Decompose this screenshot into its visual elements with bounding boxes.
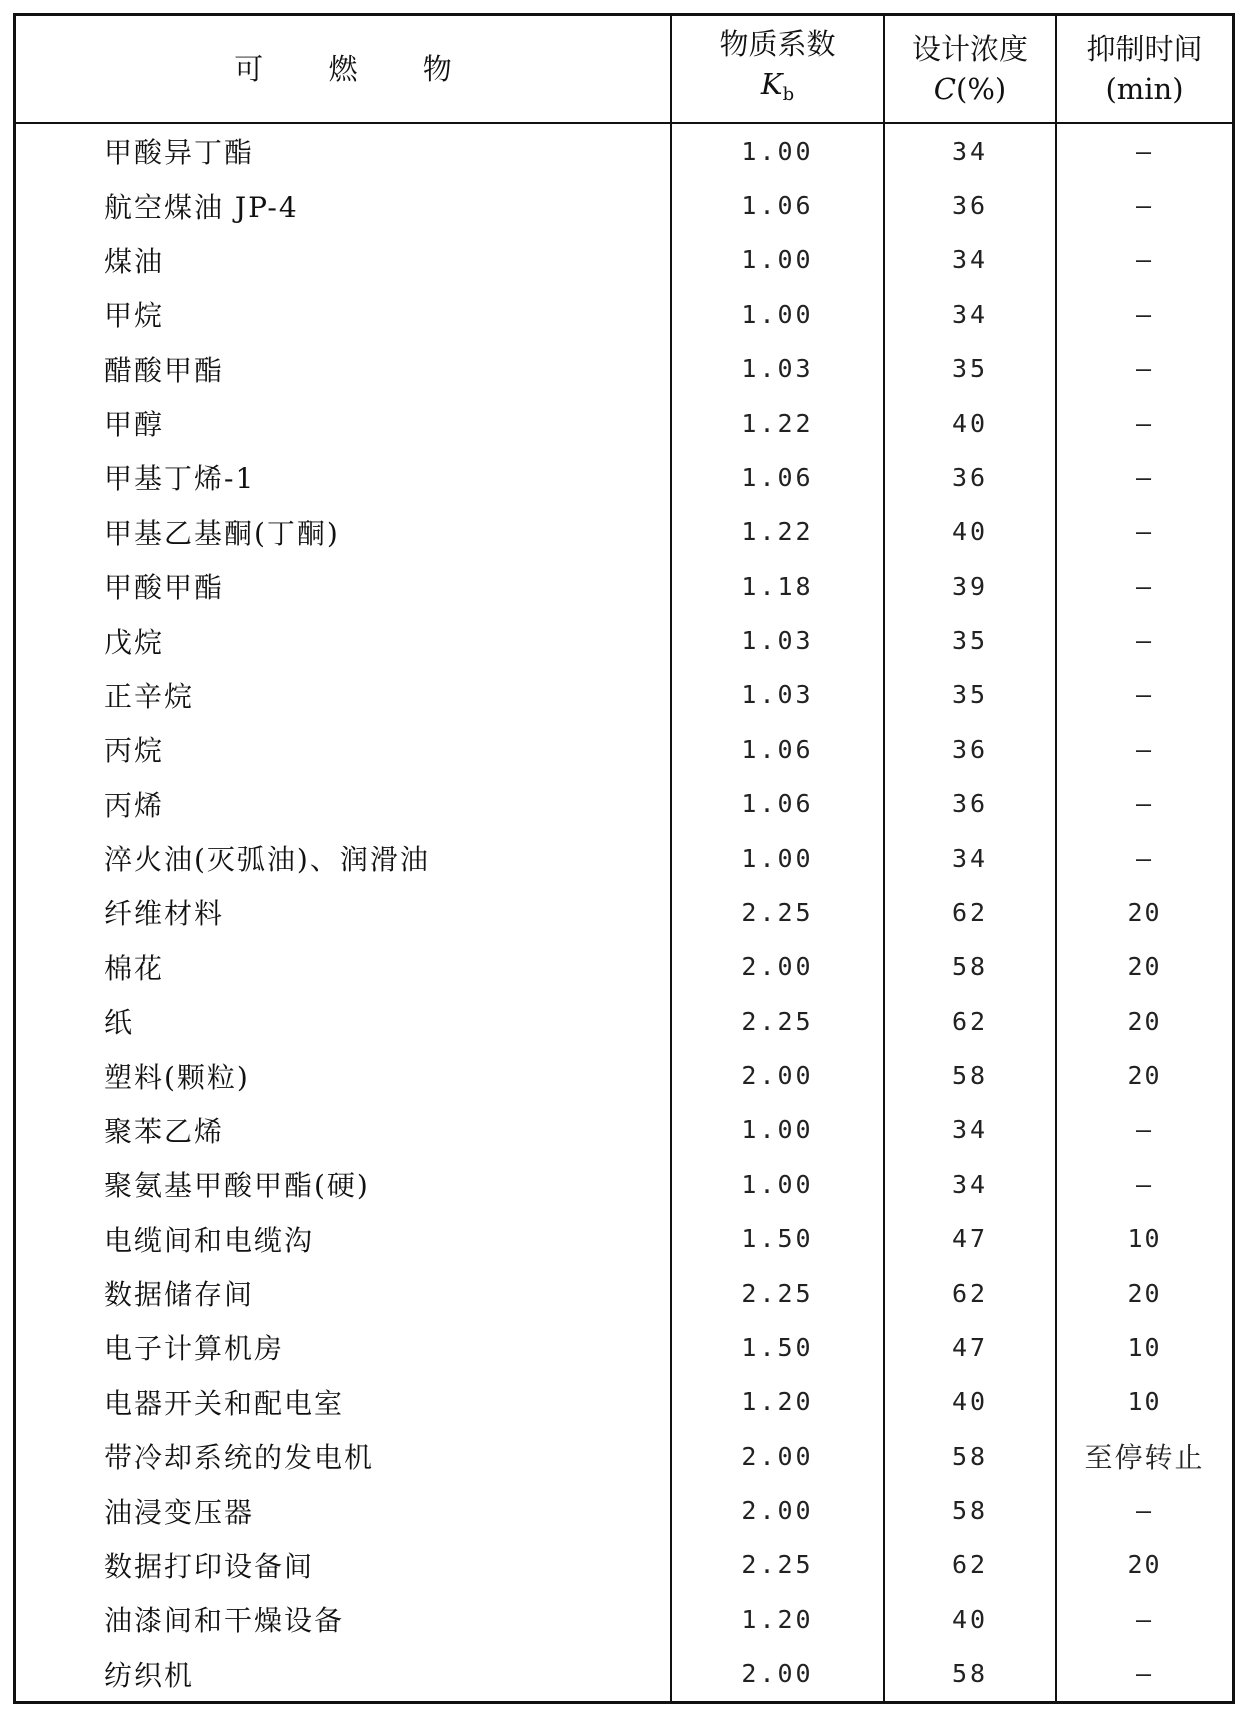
- suppression-time-cell: —: [1056, 1157, 1232, 1211]
- table-row: [16, 1212, 1232, 1266]
- suppression-time-cell: —: [1056, 777, 1232, 831]
- table-row: [16, 178, 1232, 232]
- combustible-name-cell: 丙烯: [104, 788, 165, 822]
- combustible-name-cell: 甲醇: [104, 408, 165, 442]
- table-row: [16, 1483, 1232, 1537]
- combustible-name-cell: 煤油: [104, 244, 165, 278]
- material-factor-cell: 2.00: [671, 1429, 884, 1483]
- material-factor-cell: 1.03: [671, 613, 884, 667]
- suppression-time-cell: —: [1056, 287, 1232, 341]
- design-concentration-cell: 62: [884, 994, 1056, 1048]
- suppression-time-cell: 20: [1056, 1048, 1232, 1102]
- design-concentration-cell: 36: [884, 777, 1056, 831]
- combustible-name-cell: 油漆间和干燥设备: [104, 1604, 345, 1638]
- design-concentration-cell: 62: [884, 1538, 1056, 1592]
- table-row: [16, 1266, 1232, 1320]
- design-concentration-cell: 47: [884, 1212, 1056, 1266]
- design-concentration-cell: 35: [884, 342, 1056, 396]
- combustible-name-cell: 聚氨基甲酸甲酯(硬): [104, 1169, 370, 1203]
- table-body: [16, 123, 1232, 1701]
- design-concentration-cell: 62: [884, 885, 1056, 939]
- design-concentration-cell: 34: [884, 287, 1056, 341]
- suppression-time-cell: —: [1056, 396, 1232, 450]
- design-concentration-cell: 40: [884, 1592, 1056, 1646]
- combustible-name-cell: 数据储存间: [104, 1278, 255, 1312]
- table-row: [16, 233, 1232, 287]
- material-factor-cell: 1.00: [671, 1157, 884, 1211]
- material-factor-cell: 2.00: [671, 1647, 884, 1702]
- material-factor-cell: 2.00: [671, 1048, 884, 1102]
- combustible-name-cell: 油浸变压器: [104, 1495, 255, 1529]
- table-row: [16, 994, 1232, 1048]
- suppression-time-cell: —: [1056, 178, 1232, 232]
- header-suppression-time-label: 抑制时间: [1086, 32, 1203, 66]
- material-factor-cell: 2.25: [671, 994, 884, 1048]
- material-factor-cell: 2.25: [671, 885, 884, 939]
- suppression-time-cell: 20: [1056, 1538, 1232, 1592]
- data-table: [16, 16, 1232, 1701]
- combustible-name-cell: 甲烷: [104, 299, 165, 333]
- suppression-time-cell: —: [1056, 342, 1232, 396]
- design-concentration-cell: 58: [884, 1483, 1056, 1537]
- combustible-name-cell: 带冷却系统的发电机: [104, 1441, 375, 1475]
- design-concentration-cell: 62: [884, 1266, 1056, 1320]
- suppression-time-cell: 20: [1056, 885, 1232, 939]
- combustible-name-cell: 甲基丁烯-1: [104, 462, 256, 496]
- suppression-time-cell: 10: [1056, 1375, 1232, 1429]
- combustible-name-cell: 纸: [104, 1006, 135, 1040]
- combustible-name-cell: 纤维材料: [104, 897, 225, 931]
- suppression-time-cell: 20: [1056, 994, 1232, 1048]
- suppression-time-cell: 20: [1056, 1266, 1232, 1320]
- design-concentration-cell: 40: [884, 1375, 1056, 1429]
- combustible-name-cell: 棉花: [104, 951, 165, 985]
- design-concentration-cell: 34: [884, 1157, 1056, 1211]
- material-factor-cell: 1.06: [671, 777, 884, 831]
- header-material-factor: [671, 16, 884, 123]
- combustible-name-cell: 航空煤油 JP-4: [104, 190, 299, 224]
- design-concentration-cell: 36: [884, 178, 1056, 232]
- suppression-time-cell: —: [1056, 1592, 1232, 1646]
- material-factor-cell: 1.18: [671, 559, 884, 613]
- table-row: [16, 1157, 1232, 1211]
- header-suppression-time-unit: (min): [1105, 72, 1184, 106]
- suppression-time-cell: —: [1056, 722, 1232, 776]
- suppression-time-cell: —: [1056, 233, 1232, 287]
- material-factor-cell: 1.06: [671, 450, 884, 504]
- material-factor-cell: 2.00: [671, 940, 884, 994]
- design-concentration-cell: 40: [884, 505, 1056, 559]
- material-factor-cell: 1.50: [671, 1320, 884, 1374]
- header-design-concentration-label: 设计浓度: [911, 32, 1028, 66]
- suppression-time-cell: —: [1056, 668, 1232, 722]
- combustible-name-cell: 丙烷: [104, 734, 165, 768]
- suppression-time-cell: —: [1056, 1483, 1232, 1537]
- design-concentration-cell: 36: [884, 722, 1056, 776]
- combustible-name-cell: 甲酸异丁酯: [104, 136, 255, 170]
- table-header: [16, 16, 1232, 123]
- material-factor-cell: 1.22: [671, 396, 884, 450]
- table-row: [16, 940, 1232, 994]
- material-factor-cell: 2.25: [671, 1266, 884, 1320]
- table-row: [16, 668, 1232, 722]
- material-factor-cell: 1.20: [671, 1375, 884, 1429]
- suppression-time-cell: 20: [1056, 940, 1232, 994]
- table-row: [16, 1647, 1232, 1702]
- design-concentration-cell: 58: [884, 1048, 1056, 1102]
- table-row: [16, 831, 1232, 885]
- table-row: [16, 885, 1232, 939]
- material-factor-cell: 1.00: [671, 233, 884, 287]
- material-factor-cell: 2.00: [671, 1483, 884, 1537]
- table-row: [16, 123, 1232, 178]
- header-combustible: [16, 16, 671, 123]
- table-row: [16, 1048, 1232, 1102]
- material-factor-cell: 1.00: [671, 123, 884, 178]
- design-concentration-cell: 39: [884, 559, 1056, 613]
- combustible-name-cell: 数据打印设备间: [104, 1549, 315, 1583]
- material-factor-cell: 1.00: [671, 831, 884, 885]
- header-suppression-time: [1056, 16, 1232, 123]
- table-row: [16, 1538, 1232, 1592]
- table-row: [16, 396, 1232, 450]
- header-combustible-label: 可 燃 物: [234, 52, 480, 86]
- design-concentration-cell: 34: [884, 233, 1056, 287]
- suppression-time-cell: —: [1056, 123, 1232, 178]
- suppression-time-cell: —: [1056, 1103, 1232, 1157]
- material-factor-cell: 2.25: [671, 1538, 884, 1592]
- combustible-name-cell: 电缆间和电缆沟: [104, 1223, 315, 1257]
- design-concentration-cell: 58: [884, 1429, 1056, 1483]
- design-concentration-cell: 58: [884, 940, 1056, 994]
- material-factor-cell: 1.06: [671, 178, 884, 232]
- suppression-time-cell: —: [1056, 450, 1232, 504]
- material-factor-cell: 1.06: [671, 722, 884, 776]
- suppression-time-cell: —: [1056, 559, 1232, 613]
- material-factor-cell: 1.50: [671, 1212, 884, 1266]
- combustible-name-cell: 纺织机: [104, 1658, 195, 1692]
- combustibles-table: [13, 13, 1235, 1704]
- table-row: [16, 613, 1232, 667]
- combustible-name-cell: 聚苯乙烯: [104, 1114, 225, 1148]
- table-row: [16, 1375, 1232, 1429]
- material-factor-cell: 1.22: [671, 505, 884, 559]
- header-material-factor-symbol: $K_b$: [760, 66, 795, 105]
- table-row: [16, 287, 1232, 341]
- combustible-name-cell: 醋酸甲酯: [104, 353, 225, 387]
- design-concentration-cell: 58: [884, 1647, 1056, 1702]
- table-row: [16, 559, 1232, 613]
- combustible-name-cell: 电器开关和配电室: [104, 1386, 345, 1420]
- suppression-time-cell: 至停转止: [1056, 1429, 1232, 1483]
- material-factor-cell: 1.00: [671, 1103, 884, 1157]
- combustible-name-cell: 甲基乙基酮(丁酮): [104, 516, 340, 550]
- design-concentration-cell: 36: [884, 450, 1056, 504]
- header-design-concentration: [884, 16, 1056, 123]
- combustible-name-cell: 塑料(颗粒): [104, 1060, 250, 1094]
- table-row: [16, 450, 1232, 504]
- design-concentration-cell: 47: [884, 1320, 1056, 1374]
- table-row: [16, 1592, 1232, 1646]
- table-row: [16, 1320, 1232, 1374]
- table-row: [16, 1429, 1232, 1483]
- suppression-time-cell: 10: [1056, 1320, 1232, 1374]
- combustible-name-cell: 戊烷: [104, 625, 165, 659]
- material-factor-cell: 1.20: [671, 1592, 884, 1646]
- design-concentration-cell: 34: [884, 1103, 1056, 1157]
- combustible-name-cell: 淬火油(灭弧油)、润滑油: [104, 843, 430, 877]
- table-row: [16, 777, 1232, 831]
- design-concentration-cell: 35: [884, 613, 1056, 667]
- table-row: [16, 505, 1232, 559]
- combustible-name-cell: 甲酸甲酯: [104, 571, 225, 605]
- table-row: [16, 1103, 1232, 1157]
- suppression-time-cell: —: [1056, 831, 1232, 885]
- header-material-factor-label: 物质系数: [719, 26, 836, 61]
- table-row: [16, 722, 1232, 776]
- combustible-name-cell: 正辛烷: [104, 679, 195, 713]
- material-factor-cell: 1.00: [671, 287, 884, 341]
- design-concentration-cell: 35: [884, 668, 1056, 722]
- material-factor-cell: 1.03: [671, 342, 884, 396]
- design-concentration-cell: 40: [884, 396, 1056, 450]
- header-design-concentration-symbol: C(%): [933, 72, 1007, 106]
- suppression-time-cell: —: [1056, 613, 1232, 667]
- header-row: [16, 16, 1232, 123]
- material-factor-cell: 1.03: [671, 668, 884, 722]
- design-concentration-cell: 34: [884, 831, 1056, 885]
- combustible-name-cell: 电子计算机房: [104, 1332, 285, 1366]
- design-concentration-cell: 34: [884, 123, 1056, 178]
- suppression-time-cell: —: [1056, 1647, 1232, 1702]
- suppression-time-cell: 10: [1056, 1212, 1232, 1266]
- table-row: [16, 342, 1232, 396]
- suppression-time-cell: —: [1056, 505, 1232, 559]
